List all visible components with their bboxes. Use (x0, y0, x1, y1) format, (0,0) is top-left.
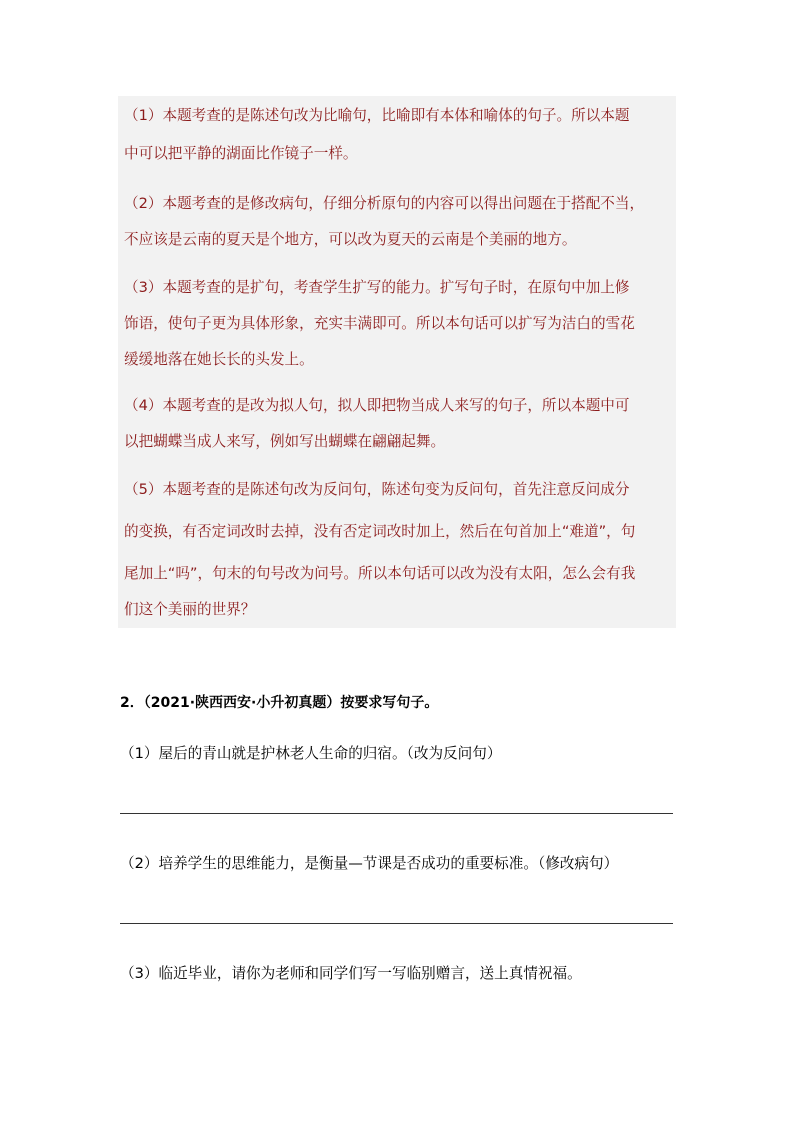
answer-line-2[interactable] (120, 923, 673, 924)
answer-3-line-2: 饰语，使句子更为具体形象，充实丰满即可。所以本句话可以扩写为洁白的雪花 (124, 315, 635, 332)
question-title: 2．（2021·陕西西安·小升初真题）按要求写句子。 (120, 695, 439, 711)
answer-1-line-1: （1）本题考查的是陈述句改为比喻句，比喻即有本体和喻体的句子。所以本题 (124, 107, 630, 124)
answer-2-line-1: （2）本题考查的是修改病句，仔细分析原句的内容可以得出问题在于搭配不当， (124, 195, 645, 212)
answer-5-line-2: 的变换，有否定词改时去掉，没有否定词改时加上，然后在句首加上“难道”，句 (124, 523, 636, 540)
answer-3-line-1: （3）本题考查的是扩句，考查学生扩写的能力。扩写句子时，在原句中加上修 (124, 279, 630, 296)
answer-5-line-4: 们这个美丽的世界？ (124, 601, 256, 618)
answer-block (118, 96, 676, 628)
answer-1-line-2: 中可以把平静的湖面比作镜子一样。 (124, 145, 358, 162)
answer-5-line-1: （5）本题考查的是陈述句改为反问句，陈述句变为反问句，首先注意反问成分 (124, 481, 630, 498)
question-item-3: （3）临近毕业，请你为老师和同学们写一写临别赠言，送上真情祝福。 (120, 965, 582, 982)
question-item-2: （2）培养学生的思维能力，是衡量—节课是否成功的重要标准。（修改病句） (120, 855, 619, 872)
answer-4-line-1: （4）本题考查的是改为拟人句，拟人即把物当成人来写的句子，所以本题中可 (124, 397, 630, 414)
answer-5-line-3: 尾加上“吗”，句末的句号改为问号。所以本句话可以改为没有太阳，怎么会有我 (124, 565, 636, 582)
answer-2-line-2: 不应该是云南的夏天是个地方，可以改为夏天的云南是个美丽的地方。 (124, 231, 577, 248)
answer-3-line-3: 缓缓地落在她长长的头发上。 (124, 351, 314, 368)
answer-line-1[interactable] (120, 813, 673, 814)
answer-4-line-2: 以把蝴蝶当成人来写，例如写出蝴蝶在翩翩起舞。 (124, 433, 446, 450)
question-item-1: （1）屋后的青山就是护林老人生命的归宿。（改为反问句） (120, 745, 502, 762)
